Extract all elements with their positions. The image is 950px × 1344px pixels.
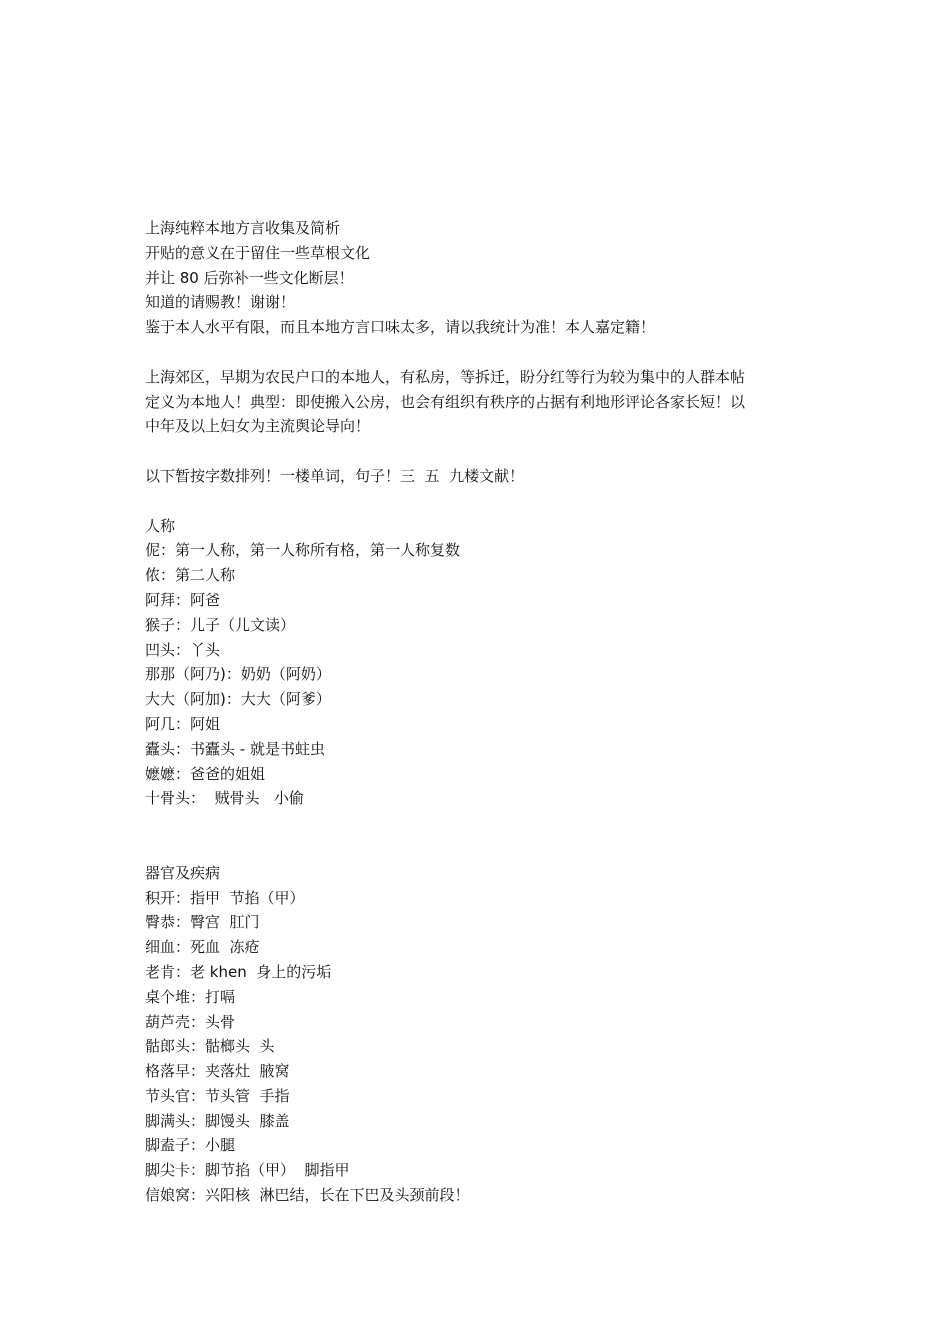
list-item: 骷郎头：骷榔头 头: [145, 1037, 275, 1056]
list-item: 脚盍子：小腿: [145, 1136, 236, 1155]
list-item: 侬：第二人称: [145, 566, 236, 585]
list-item: 老肯：老 khen 身上的污垢: [145, 962, 332, 981]
list-item: 信娘窝：兴阳核 淋巴结，长在下巴及头颈前段！: [145, 1186, 470, 1205]
list-item: 脚满头：脚馒头 膝盖: [145, 1111, 290, 1130]
paragraph-gap: [145, 340, 825, 365]
definition-line: 定义为本地人！典型：即使搬入公房，也会有组织有秩序的占据有利地形评论各家长短！以: [145, 392, 746, 411]
list-item: 伲：第一人称，第一人称所有格，第一人称复数: [145, 541, 461, 560]
list-item: 嬷嬷：爸爸的姐姐: [145, 764, 266, 783]
definition-line: 中年及以上妇女为主流舆论导向！: [145, 417, 371, 436]
list-item: 桌个堆：打嗝: [145, 987, 236, 1006]
list-item: 格落早：夹落灶 腋窝: [145, 1062, 290, 1081]
section-title-persons: 人称: [145, 516, 176, 535]
list-item: 葫芦壳：头骨: [145, 1012, 236, 1031]
list-item: 那那（阿乃)：奶奶（阿奶）: [145, 665, 331, 684]
list-item: 蠹头：书蠹头 - 就是书蛀虫: [145, 739, 325, 758]
list-item: 十骨头： 贼骨头 小偷: [145, 789, 304, 808]
section-title-organs: 器官及疾病: [145, 863, 221, 882]
list-item: 大大（阿加)：大大（阿爹）: [145, 690, 331, 709]
document-body: [145, 216, 825, 1208]
order-note: 以下暂按字数排列！一楼单词，句子！三 五 九楼文献！: [145, 466, 525, 485]
doc-title: 上海纯粹本地方言收集及简析: [145, 219, 341, 237]
list-item: 臀恭：臀宫 肛门: [145, 913, 260, 932]
intro-line: 鉴于本人水平有限，而且本地方言口味太多，请以我统计为准！本人嘉定籍！: [145, 318, 656, 337]
list-item: 细血：死血 冻疮: [145, 938, 260, 957]
list-item: 猴子：儿子（儿文读）: [145, 615, 296, 634]
list-item: 凹头：丫头: [145, 640, 221, 659]
intro-line: 开贴的意义在于留住一些草根文化: [145, 243, 371, 262]
list-item: 阿拜：阿爸: [145, 590, 221, 609]
paragraph-gap: [145, 439, 825, 464]
definition-line: 上海郊区，早期为农民户口的本地人，有私房，等拆迁，盼分红等行为较为集中的人群本帖: [145, 367, 746, 386]
intro-line: 知道的请赐教！谢谢！: [145, 293, 296, 312]
intro-line: 并让 80 后弥补一些文化断层！: [145, 268, 354, 287]
section-gap: [145, 811, 825, 861]
list-item: 积开：指甲 节掐（甲）: [145, 888, 305, 907]
list-item: 节头官：节头管 手指: [145, 1086, 290, 1105]
list-item: 阿几：阿姐: [145, 714, 221, 733]
paragraph-gap: [145, 489, 825, 514]
list-item: 脚尖卡：脚节掐（甲） 脚指甲: [145, 1161, 350, 1180]
